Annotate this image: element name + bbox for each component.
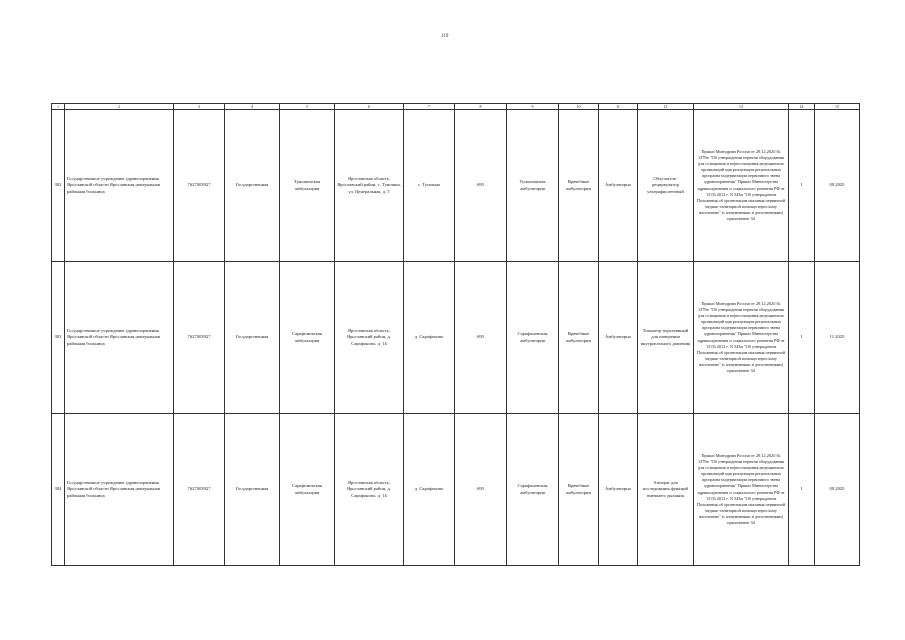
row-number: 304	[52, 414, 65, 566]
row-number: 302	[52, 110, 65, 262]
delivery-date: 09.2025	[815, 110, 860, 262]
care-type: Амбулаторно	[599, 110, 638, 262]
unit-name: Сарафоновская амбулатория	[280, 414, 335, 566]
care-type: Амбулаторно	[599, 414, 638, 566]
column-header: 3	[174, 104, 225, 110]
unit-name: Сарафоновская амбулатория	[280, 262, 335, 414]
equipment-name: Облучатель-рециркулятор ультрафиолетовый	[638, 110, 694, 262]
ownership-form: Государственная	[225, 262, 280, 414]
column-header: 5	[280, 104, 335, 110]
organization-name: Государственное учреждение здравоохранения Ярославской области Ярославская центральная районная больница	[65, 110, 174, 262]
delivery-date: 09.2025	[815, 414, 860, 566]
code: 693	[455, 414, 507, 566]
column-header: 6	[335, 104, 404, 110]
locality: д. Сарафоново	[404, 262, 455, 414]
column-header: 12	[638, 104, 694, 110]
regulatory-order: Приказ Минздрава России от 28.12.2020 № 1379н "Об утверждении перечня оборудования для оснащения и переоснащения медицинских организаций при реализации региональных программ модернизации первичного звена здравоохранения" Приказ Министерства здравоохранения и социального развития РФ от 15.05.2012 г. N 543н "Об утверждении Положения об организации оказания первичной медико-санитарной помощи взрослому населению" (с изменениями и дополнениями) приложение 34	[694, 414, 789, 566]
quantity: 1	[789, 262, 815, 414]
column-header: 7	[404, 104, 455, 110]
locality: с. Туношна	[404, 110, 455, 262]
locality: д. Сарафоново	[404, 414, 455, 566]
column-header: 4	[225, 104, 280, 110]
organization-name: Государственное учреждение здравоохранения Ярославской области Ярославская центральная районная больница	[65, 262, 174, 414]
regulatory-order: Приказ Минздрава России от 28.12.2020 № 1379н "Об утверждении перечня оборудования для оснащения и переоснащения медицинских организаций при реализации региональных программ модернизации первичного звена здравоохранения" Приказ Министерства здравоохранения и социального развития РФ от 15.05.2012 г. N 543н "Об утверждении Положения об организации оказания первичной медико-санитарной помощи взрослому населению" (с изменениями и дополнениями) приложение 34	[694, 262, 789, 414]
column-header: 8	[455, 104, 507, 110]
column-header: 13	[694, 104, 789, 110]
address: Ярославская область, Ярославский район, с. Туношна, ул. Центральная, д. 5	[335, 110, 404, 262]
quantity: 1	[789, 414, 815, 566]
unit-name: Туношенская амбулатория	[280, 110, 335, 262]
code: 695	[455, 110, 507, 262]
column-header: 11	[599, 104, 638, 110]
column-header: 1	[52, 104, 65, 110]
equipment-register-table	[51, 103, 860, 566]
address: Ярославская область, Ярославский район, д. Сарафоново, д. 14	[335, 414, 404, 566]
quantity: 1	[789, 110, 815, 262]
room-type: Врачебные амбулатории	[559, 110, 599, 262]
column-header: 14	[789, 104, 815, 110]
subunit-name: Сарафоновская амбулатория	[507, 414, 559, 566]
row-number: 303	[52, 262, 65, 414]
table-row	[52, 414, 860, 566]
code: 693	[455, 262, 507, 414]
ownership-form: Государственная	[225, 414, 280, 566]
equipment-name: Тонометр портативный для измерения внутриглазного давления	[638, 262, 694, 414]
organization-name: Государственное учреждение здравоохранения Ярославской области Ярославская центральная районная больница	[65, 414, 174, 566]
room-type: Врачебные амбулатории	[559, 414, 599, 566]
table-row	[52, 110, 860, 262]
subunit-name: Туношенская амбулатория	[507, 110, 559, 262]
equipment-name: Аппарат для исследования функций внешнего дыхания	[638, 414, 694, 566]
ownership-form: Государственная	[225, 110, 280, 262]
page-number: 119	[441, 34, 449, 39]
care-type: Амбулаторно	[599, 262, 638, 414]
column-header: 10	[559, 104, 599, 110]
address: Ярославская область, Ярославский район, д. Сарафоново, д. 14	[335, 262, 404, 414]
column-header: 15	[815, 104, 860, 110]
column-header: 9	[507, 104, 559, 110]
inn-value: 7627003927	[174, 262, 225, 414]
column-header: 2	[65, 104, 174, 110]
room-type: Врачебные амбулатории	[559, 262, 599, 414]
subunit-name: Сарафоновская амбулатория	[507, 262, 559, 414]
inn-value: 7627003927	[174, 110, 225, 262]
regulatory-order: Приказ Минздрава России от 28.12.2020 № 1379н "Об утверждении перечня оборудования для оснащения и переоснащения медицинских организаций при реализации региональных программ модернизации первичного звена здравоохранения" Приказ Министерства здравоохранения и социального развития РФ от 15.05.2012 г. N 543н "Об утверждении Положения об организации оказания первичной медико-санитарной помощи взрослому населению" (с изменениями и дополнениями) приложение 34	[694, 110, 789, 262]
delivery-date: 11.2025	[815, 262, 860, 414]
inn-value: 7627003927	[174, 414, 225, 566]
table-row	[52, 262, 860, 414]
